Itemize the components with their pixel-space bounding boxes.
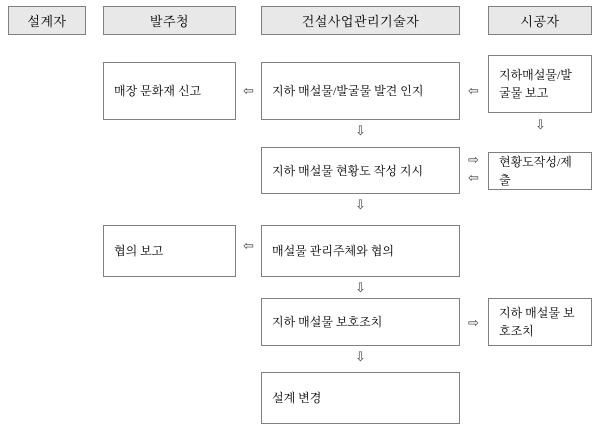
- node-label: 지하 매설물/발굴물 발견 인지: [272, 84, 424, 98]
- arrow-down-contractor-row1-to-row2: [530, 116, 551, 132]
- arrow-glyph: ⇨: [468, 314, 479, 330]
- column-header-cm: [261, 6, 460, 35]
- node-design-change: [261, 372, 460, 424]
- arrow-left-contractor-to-cm-drawing: [463, 170, 484, 184]
- node-label: 지하 매설물 보호조치: [272, 315, 383, 329]
- arrow-left-cm-to-client: [238, 82, 259, 98]
- node-label: 지하 매설물 보호조치: [499, 306, 575, 338]
- arrow-glyph: ⇩: [355, 122, 366, 138]
- column-header-designer: [8, 6, 86, 35]
- arrow-glyph: ⇦: [468, 82, 479, 98]
- node-label: 설계 변경: [272, 391, 322, 405]
- column-header-label: 시공자: [520, 14, 560, 29]
- node-report-cultural-heritage: [103, 62, 236, 120]
- node-consult-with-owner: [261, 225, 460, 277]
- arrow-glyph: ⇦: [468, 169, 479, 185]
- arrow-right-cm-to-contractor-drawing: [463, 152, 484, 166]
- column-header-contractor: [488, 6, 592, 35]
- node-prepare-submit-drawing: [488, 152, 592, 190]
- arrow-down-cm-row4-to-row5: [350, 348, 371, 364]
- node-label: 매설물 관리주체와 협의: [272, 244, 394, 258]
- arrow-right-cm-to-contractor-protect: [463, 314, 484, 330]
- node-label: 협의 보고: [114, 244, 164, 258]
- node-label: 현황도작성/제출: [499, 155, 572, 187]
- node-protect-underground-facility-contractor: [488, 298, 592, 346]
- arrow-down-cm-row3-to-row4: [350, 279, 371, 295]
- arrow-glyph: ⇨: [468, 151, 479, 167]
- arrow-glyph: ⇦: [243, 82, 254, 98]
- column-header-label: 발주청: [149, 14, 190, 29]
- arrow-glyph: ⇩: [355, 279, 366, 295]
- node-label: 지하매설물/발굴물 보고: [499, 68, 572, 100]
- node-label: 지하 매설물 현황도 작성 지시: [272, 163, 424, 178]
- arrow-down-cm-row2-to-row3: [350, 196, 371, 212]
- node-instruct-status-drawing: [261, 147, 460, 194]
- column-header-client: [103, 6, 236, 35]
- node-discover-underground-facility: [261, 62, 460, 120]
- node-report-underground-facility: [488, 55, 592, 113]
- arrow-left-cm-to-client-consult: [238, 237, 259, 253]
- arrow-glyph: ⇦: [243, 237, 254, 253]
- column-header-label: 설계자: [27, 14, 67, 29]
- arrow-glyph: ⇩: [535, 116, 546, 132]
- arrow-glyph: ⇩: [355, 196, 366, 212]
- column-header-label: 건설사업관리기술자: [301, 14, 420, 29]
- node-label: 매장 문화재 신고: [114, 84, 202, 98]
- node-consultation-report: [103, 225, 236, 277]
- node-protect-underground-facility-cm: [261, 298, 460, 346]
- arrow-down-cm-row1-to-row2: [350, 122, 371, 138]
- arrow-glyph: ⇩: [355, 348, 366, 364]
- arrow-left-contractor-to-cm: [463, 82, 484, 98]
